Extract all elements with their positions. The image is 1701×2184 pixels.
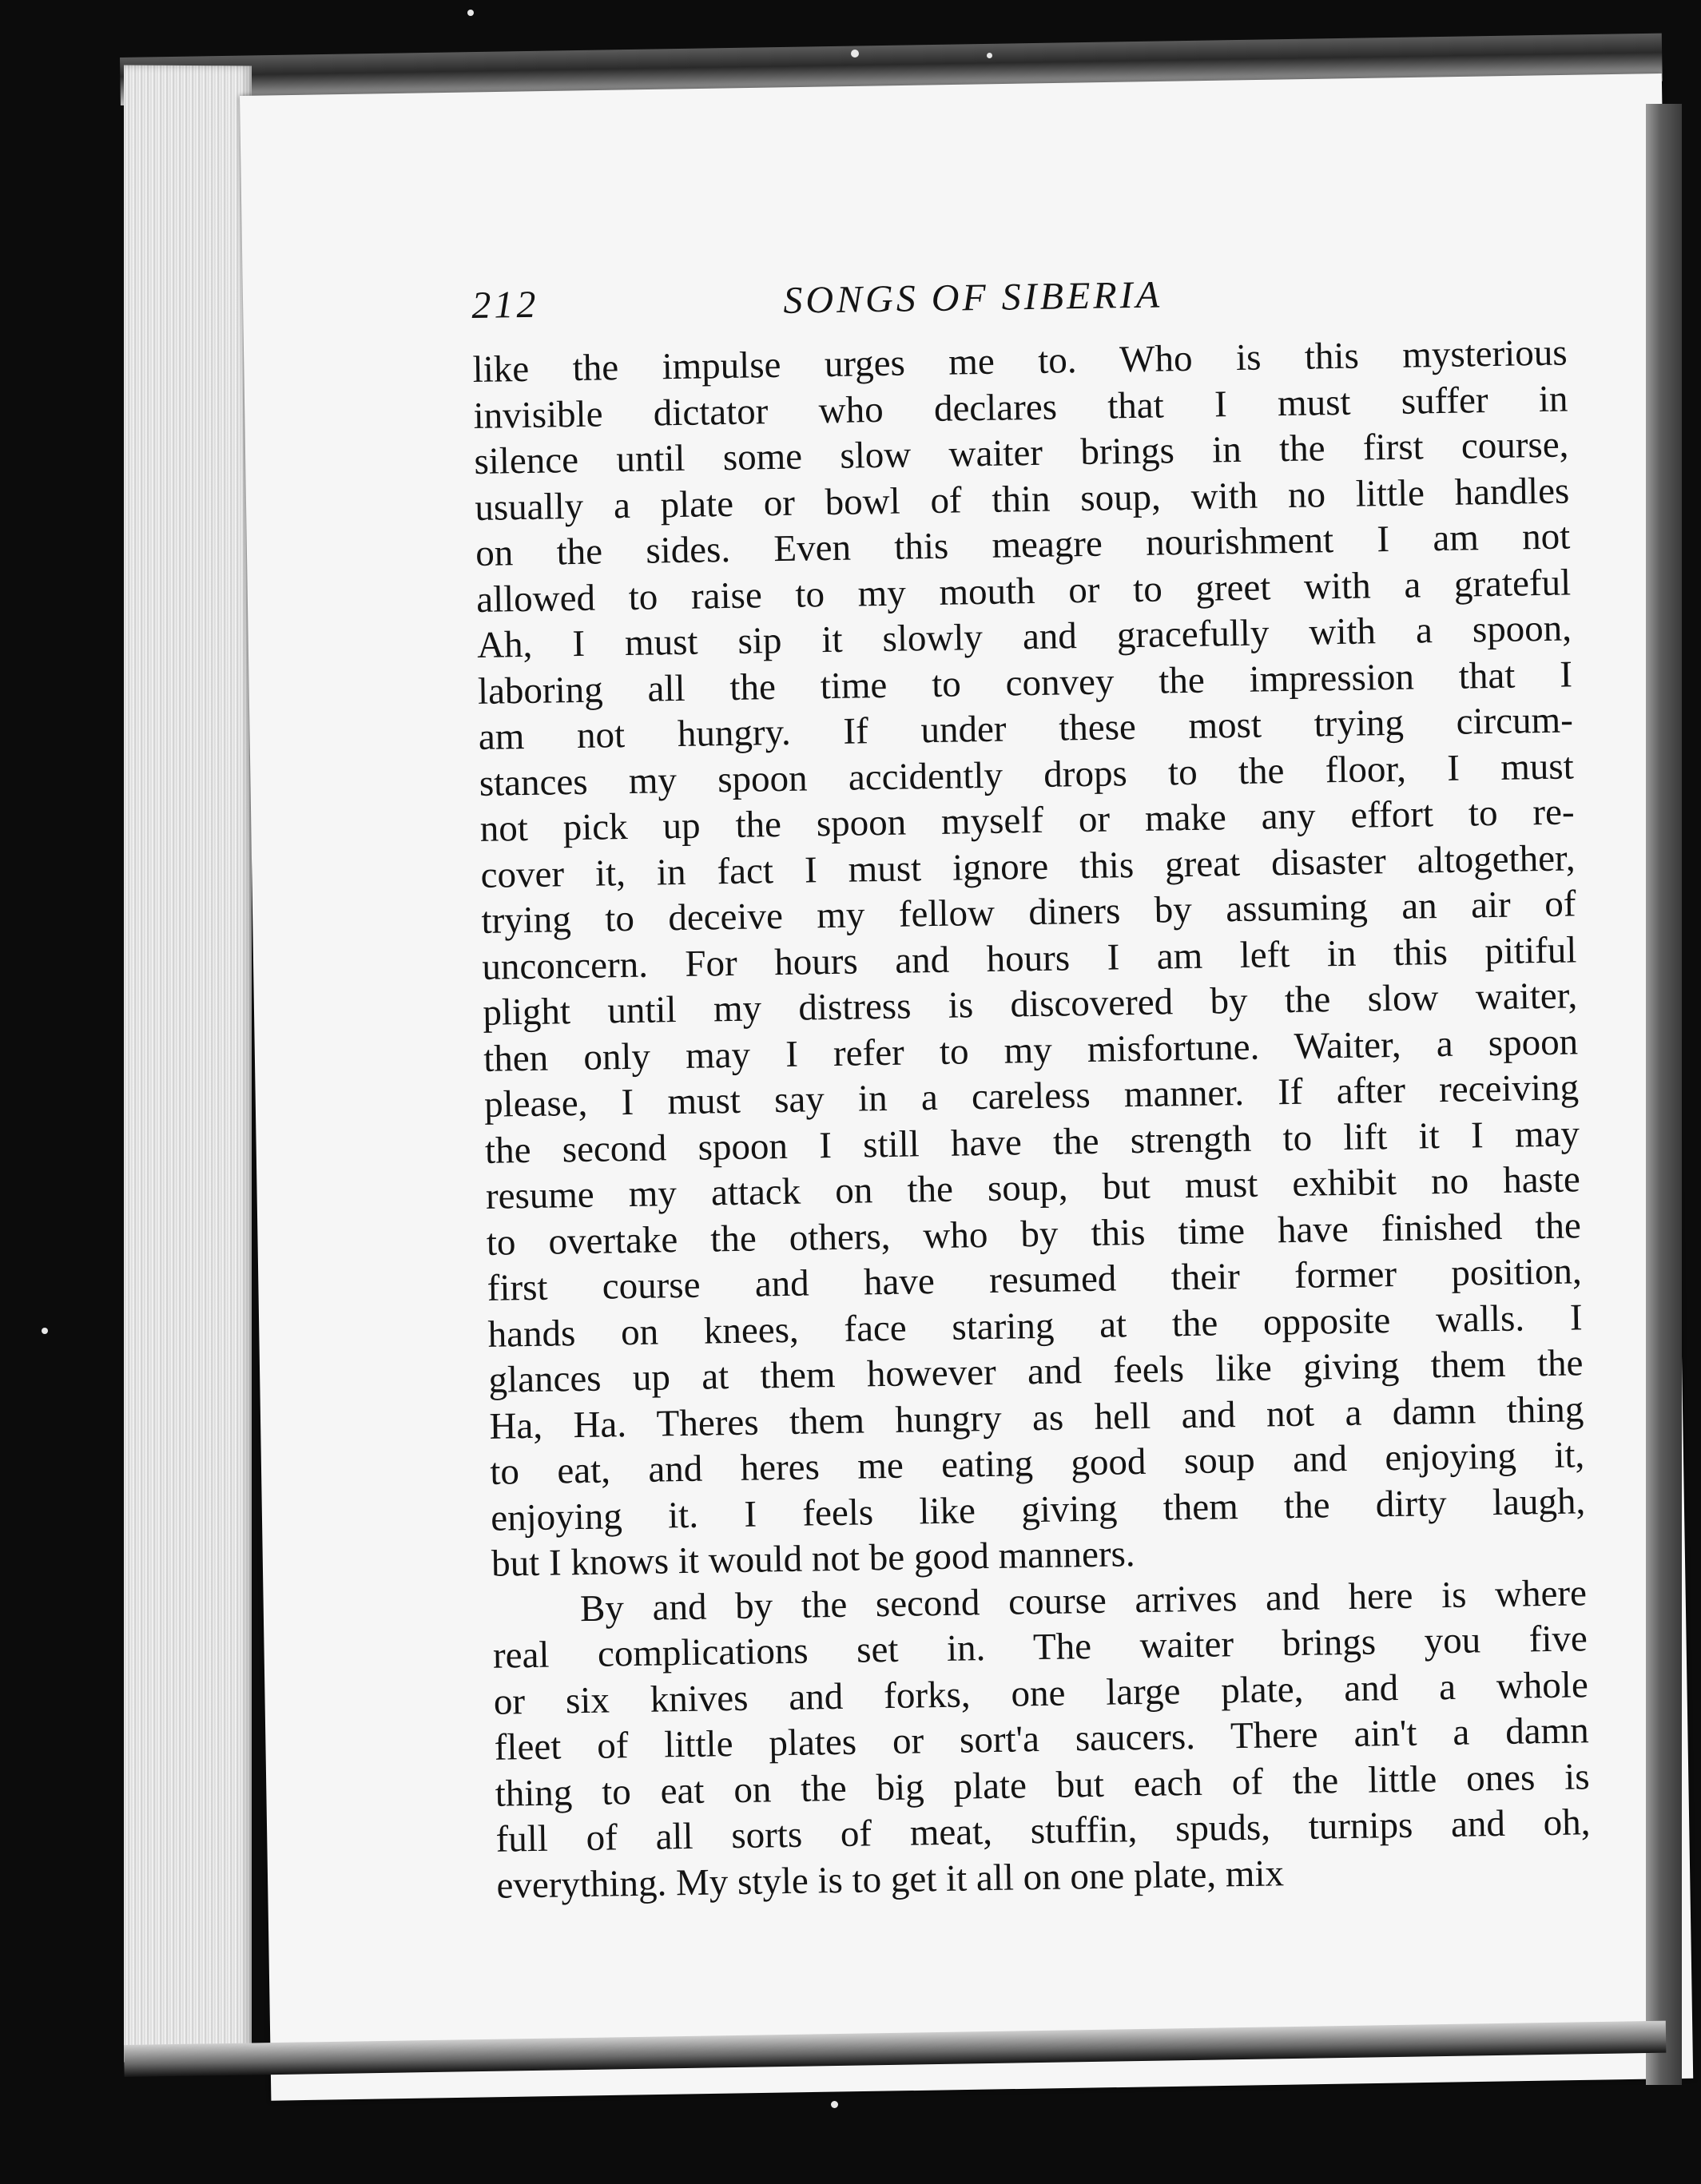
dust-speck — [467, 10, 474, 16]
text-line: or six knives and forks, one large plate, and a whole — [493, 1663, 1589, 1723]
text-line: invisible dictator who declares that I must suffer in — [473, 377, 1568, 437]
text-line: first course and have resumed their former position, — [487, 1250, 1582, 1309]
text-line: trying to deceive my fellow diners by assuming an air of — [481, 883, 1576, 942]
dust-speck — [831, 2101, 838, 2108]
text-line: everything. My style is to get it all on one plate, mix — [496, 1852, 1285, 1907]
text-line: cover it, in fact I must ignore this great disaster altogether, — [480, 836, 1576, 896]
text-line: Ah, I must sip it slowly and gracefully with a spoon, — [476, 607, 1572, 666]
text-line: thing to eat on the big plate but each of the little ones is — [495, 1755, 1590, 1815]
text-line: please, I must say in a careless manner. If after receiving — [483, 1066, 1580, 1126]
text-line: then only may I refer to my misfortune. Waiter, a spoon — [483, 1020, 1579, 1080]
text-line: to overtake the others, who by this time have finished the — [486, 1204, 1582, 1264]
text-line: but I knows it would not be good manners. — [491, 1533, 1135, 1585]
dust-speck — [42, 1328, 48, 1334]
text-line: hands on knees, face staring at the opposite walls. I — [487, 1296, 1583, 1356]
text-line: am not hungry. If under these most trying circum- — [478, 699, 1574, 758]
text-line: enjoying it. I feels like giving them the dirty laugh, — [490, 1479, 1586, 1539]
page-text-block — [471, 266, 1616, 1909]
text-line: plight until my distress is discovered by the slow waiter, — [482, 975, 1578, 1034]
text-line: real complications set in. The waiter brings you five — [492, 1618, 1588, 1677]
text-line: the second spoon I still have the strength to lift it I may — [484, 1112, 1580, 1172]
dust-speck — [851, 50, 859, 58]
text-line: unconcern. For hours and hours I am left in this pitiful — [482, 928, 1577, 988]
text-line: allowed to raise to my mouth or to greet with a grateful — [475, 561, 1572, 621]
book-gutter-shadow — [1646, 104, 1682, 2085]
text-line: like the impulse urges me to. Who is this mysterious — [472, 332, 1568, 391]
text-line: full of all sorts of meat, stuffin, spuds, turnips and oh, — [495, 1801, 1591, 1860]
text-line: usually a plate or bowl of thin soup, with no little handles — [474, 469, 1570, 529]
text-line: resume my attack on the soup, but must exhibit no haste — [485, 1158, 1581, 1217]
text-line: glances up at them however and feels like giving them the — [488, 1342, 1584, 1401]
running-title: SONGS OF SIBERIA — [782, 273, 1163, 322]
body-text — [472, 330, 1616, 1909]
text-line: laboring all the time to convey the impression that I — [477, 653, 1573, 713]
page-edges-stack — [124, 65, 252, 2063]
text-line: silence until some slow waiter brings in the first course, — [474, 423, 1569, 482]
text-line: Ha, Ha. Theres them hungry as hell and not a damn thing — [489, 1388, 1584, 1447]
text-line: not pick up the spoon myself or make any effort to re- — [479, 791, 1575, 850]
text-line: on the sides. Even this meagre nourishment I am not — [475, 515, 1571, 574]
text-line: stances my spoon accidently drops to the floor, I must — [479, 745, 1575, 804]
text-line: to eat, and heres me eating good soup and enjoying it, — [489, 1434, 1585, 1493]
text-line: By and by the second course arrives and here is where — [579, 1571, 1588, 1630]
dust-speck — [987, 53, 992, 58]
page-number: 212 — [471, 283, 539, 327]
text-line: fleet of little plates or sort'a saucers. There ain't a damn — [494, 1709, 1590, 1769]
